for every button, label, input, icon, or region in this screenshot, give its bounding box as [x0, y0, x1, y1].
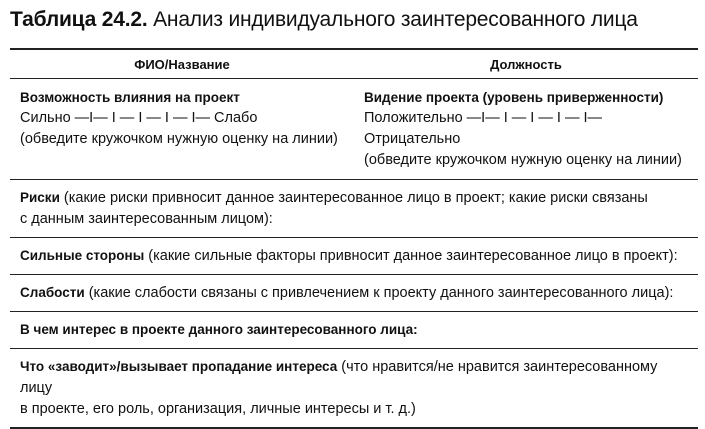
- vision-cell: [346, 79, 698, 179]
- interest-label: В чем интерес в проекте данного заинтересованного лица:: [20, 322, 418, 337]
- influence-heading: Возможность влияния на проект: [20, 90, 240, 105]
- header-position-column: Должность: [490, 56, 562, 72]
- influence-cell: [10, 79, 346, 179]
- influence-hint: (обведите кружочком нужную оценку на линии): [20, 131, 338, 147]
- interest-row: [10, 312, 698, 349]
- strengths-text: (какие сильные факторы привносит данное заинтересованное лицо в проект):: [144, 248, 678, 264]
- strengths-row: [10, 238, 698, 275]
- motivation-label: Что «заводит»/вызывает пропадание интереса: [20, 359, 338, 374]
- weaknesses-row: [10, 275, 698, 312]
- motivation-text: (что нравится/не нравится заинтересованному лицу: [20, 359, 658, 396]
- table-number: Таблица 24.2.: [10, 8, 148, 31]
- assessment-row: [10, 79, 698, 180]
- weaknesses-label: Слабости: [20, 285, 85, 300]
- motivation-row: [10, 349, 698, 427]
- vision-hint: (обведите кружочком нужную оценку на линии): [364, 152, 682, 168]
- influence-scale: Сильно —I— I — I — I — I— Слабо: [20, 110, 258, 126]
- risks-row: [10, 180, 698, 238]
- strengths-label: Сильные стороны: [20, 248, 145, 263]
- stakeholder-analysis-table: [10, 48, 698, 429]
- vision-scale-end: Отрицательно: [364, 131, 461, 147]
- table-title: [10, 8, 638, 32]
- table-caption: Анализ индивидуального заинтересованного лица: [153, 8, 638, 31]
- weaknesses-text: (какие слабости связаны с привлечением к проекту данного заинтересованного лица):: [84, 285, 674, 301]
- risks-text-cont: с данным заинтересованным лицом):: [20, 211, 273, 227]
- risks-label: Риски: [20, 190, 60, 205]
- table-header: [10, 50, 698, 79]
- motivation-text-cont: в проекте, его роль, организация, личные интересы и т. д.): [20, 401, 416, 417]
- vision-heading: Видение проекта (уровень приверженности): [364, 90, 664, 105]
- risks-text: (какие риски привносит данное заинтересованное лицо в проект; какие риски связаны: [59, 190, 648, 206]
- header-name-column: ФИО/Название: [134, 56, 230, 72]
- vision-scale: Положительно —I— I — I — I — I—: [364, 110, 603, 126]
